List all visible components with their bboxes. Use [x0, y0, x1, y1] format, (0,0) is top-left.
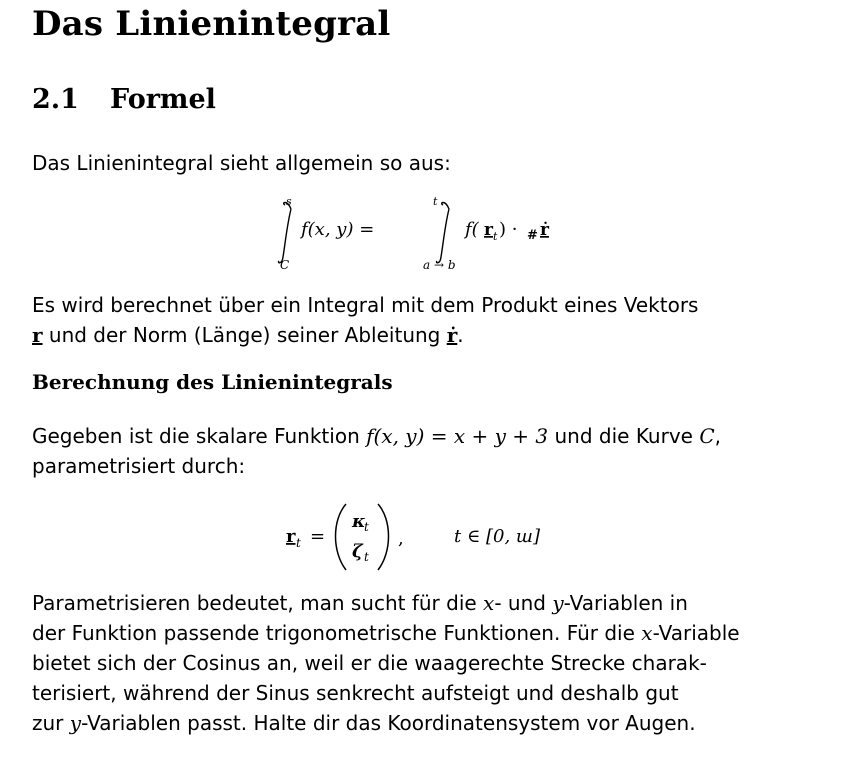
paragraph-2-line-2: parametrisiert durch: — [32, 454, 246, 478]
subheading: Berechnung des Linienintegrals — [32, 370, 393, 394]
paragraph-1-line-1: Es wird berechnet über ein Integral mit dem Produkt eines Vektors — [32, 293, 699, 317]
lhs-body: f(x, y) = — [301, 219, 375, 240]
left-paren — [336, 504, 347, 570]
rhs-lower-limit: a → b — [423, 258, 456, 272]
param-domain: t ∈ [0, ш] — [454, 526, 540, 547]
text-segment: -Variablen in — [563, 591, 688, 615]
paragraph-1-end: . — [457, 323, 464, 347]
r-vector: r — [32, 323, 43, 347]
param-bottom: ζ — [352, 541, 363, 562]
curve-symbol: C — [699, 424, 715, 448]
param-eq: = — [310, 526, 326, 547]
paragraph-2-mid: und die Kurve — [548, 424, 700, 448]
text-segment: -Variablen passt. Halte dir das Koordinatensystem vor Augen. — [81, 711, 696, 735]
lhs-upper-limit: s — [286, 195, 292, 208]
rhs-close: ) · — [499, 219, 518, 240]
param-lhs: r — [286, 526, 296, 547]
param-top-sub: t — [364, 520, 369, 534]
rhs-f: f( — [465, 219, 479, 240]
intro-text: Das Linienintegral sieht allgemein so aus: — [32, 151, 451, 175]
math-variable: x — [641, 621, 653, 645]
paragraph-3-line — [32, 588, 688, 618]
integral-sign-right — [437, 203, 449, 263]
text-segment: -Variable — [652, 621, 740, 645]
text-segment: bietet sich der Cosinus an, weil er die waagerechte Strecke charak- — [32, 651, 707, 675]
rhs-hash: # — [527, 228, 538, 243]
page-title: Das Linienintegral — [32, 4, 391, 44]
lhs-lower-limit: C — [280, 258, 290, 272]
function-definition: f(x, y) = x + y + 3 — [366, 424, 549, 448]
param-bottom-sub: t — [364, 550, 369, 564]
rhs-r-sub: t — [493, 230, 498, 243]
text-segment: zur — [32, 711, 70, 735]
paragraph-3-line — [32, 648, 707, 678]
parametrization-formula — [286, 500, 546, 575]
math-variable: y — [552, 591, 564, 615]
paragraph-1-line-2 — [32, 320, 464, 350]
r-dot-vector: ṙ — [446, 323, 458, 347]
rhs-upper-limit: t — [433, 195, 438, 208]
math-variable: y — [69, 711, 82, 735]
paragraph-2-pre: Gegeben ist die skalare Funktion — [32, 424, 367, 448]
text-segment: Parametrisieren bedeutet, man sucht für die — [32, 591, 484, 615]
section-heading — [32, 84, 216, 115]
param-top: κ — [352, 511, 366, 532]
text-segment: - und — [494, 591, 553, 615]
section-title: Formel — [110, 84, 216, 115]
paragraph-2-post: , — [714, 424, 722, 448]
rhs-r-vector: r — [484, 220, 493, 240]
paragraph-1-mid: und der Norm (Länge) seiner Ableitung — [42, 323, 447, 347]
text-segment: der Funktion passende trigonometrische Funktionen. Für die — [32, 621, 642, 645]
rhs-rdot: ṙ — [540, 220, 549, 240]
section-number: 2.1 — [32, 84, 79, 115]
text-segment: terisiert, während der Sinus senkrecht aufsteigt und deshalb gut — [32, 681, 679, 705]
paragraph-3-line — [32, 678, 679, 708]
right-paren — [378, 504, 389, 570]
line-integral-formula — [277, 195, 549, 275]
math-variable: x — [483, 591, 495, 615]
paragraph-2-line-1 — [32, 421, 721, 451]
param-lhs-sub: t — [296, 536, 301, 550]
paragraph-3-line — [32, 618, 740, 648]
paragraph-3-line — [32, 708, 696, 738]
param-comma: , — [398, 528, 404, 549]
integral-sign-left — [279, 203, 291, 263]
